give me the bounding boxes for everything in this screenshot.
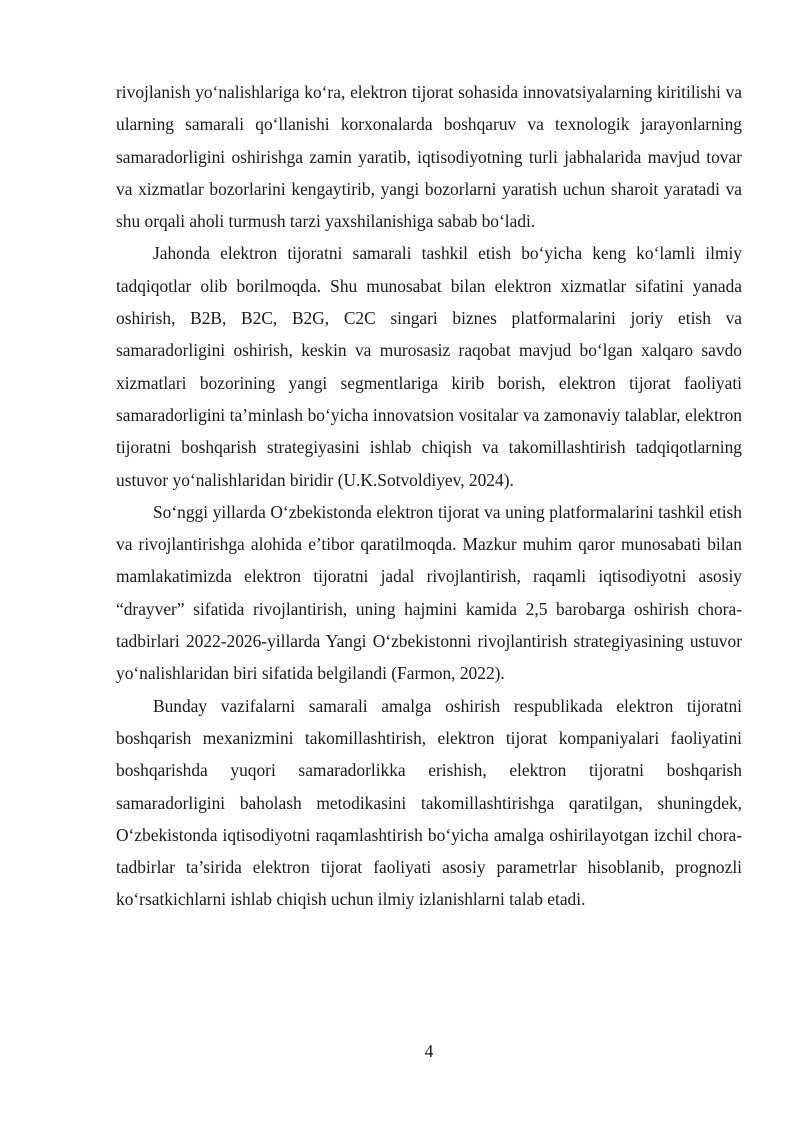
paragraph-uzbekistan-strategy: So‘nggi yillarda O‘zbekistonda elektron tijorat va uning platformalarini tashkil etish va rivojlantirishga alohida e’tibor qaratilmoqda. Mazkur muhim qaror munosabati bilan mamlakatimizda elektron tijoratni jadal rivojlantirish, raqamli iqtisodiyotni asosiy “drayver” sifatida rivojlantirish, uning hajmini kamida 2,5 barobarga oshirish chora-tadbirlari 2022-2026-yillarda Yangi O‘zbekistonni rivojlantirish strategiyasining ustuvor yo‘nalishlaridan biri sifatida belgilandi (Farmon, 2022). bbox=[116, 501, 742, 684]
paragraph-tasks: Bunday vazifalarni samarali amalga oshirish respublikada elektron tijoratni boshqarish mexanizmini takomillashtirish, elektron tijorat kompaniyalari faoliyatini boshqarishda yuqori samaradorlikka erishish, elektron tijoratni boshqarish samaradorligini baholash metodikasini takomillashtirishga qaratilgan, shuningdek, O‘zbekistonda iqtisodiyotni raqamlashtirish bo‘yicha amalga oshirilayotgan izchil chora-tadbirlar ta’sirida elektron tijorat faoliyati asosiy parametrlar hisoblanib, prognozli ko‘rsatkichlarni ishlab chiqish uchun ilmiy izlanishlarni talab etadi. bbox=[116, 695, 742, 910]
paragraph-research-overview: Jahonda elektron tijoratni samarali tashkil etish bo‘yicha keng ko‘lamli ilmiy tadqiqotlar olib borilmoqda. Shu munosabat bilan elektron xizmatlar sifatini yanada oshirish, B2B, B2C, B2G, C2C singari biznes platformalarini joriy etish va samaradorligini oshirish, keskin va murosasiz raqobat mavjud bo‘lgan xalqaro savdo xizmatlari bozorining yangi segmentlariga kirib borish, elektron tijorat faoliyati samaradorligini ta’minlash bo‘yicha innovatsion vositalar va zamonaviy talablar, elektron tijoratni boshqarish strategiyasini ishlab chiqish va takomillashtirish tadqiqotlarning ustuvor yo‘nalishlaridan biridir (U.K.Sotvoldiyev, 2024). bbox=[116, 243, 742, 490]
page-number: 4 bbox=[424, 1041, 434, 1061]
paragraph-continuation: rivojlanish yo‘nalishlariga ko‘ra, elektron tijorat sohasida innovatsiyalarning kiritilishi va ularning samarali qo‘llanishi korxonalarda boshqaruv va texnologik jarayonlarning samaradorligini oshirishga zamin yaratib, iqtisodiyotning turli jabhalarida mavjud tovar va xizmatlar bozorlarini kengaytirib, yangi bozorlarni yaratish uchun sharoit yaratadi va shu orqali aholi turmush tarzi yaxshilanishiga sabab bo‘ladi. bbox=[116, 82, 742, 232]
body-text bbox=[116, 76, 742, 916]
